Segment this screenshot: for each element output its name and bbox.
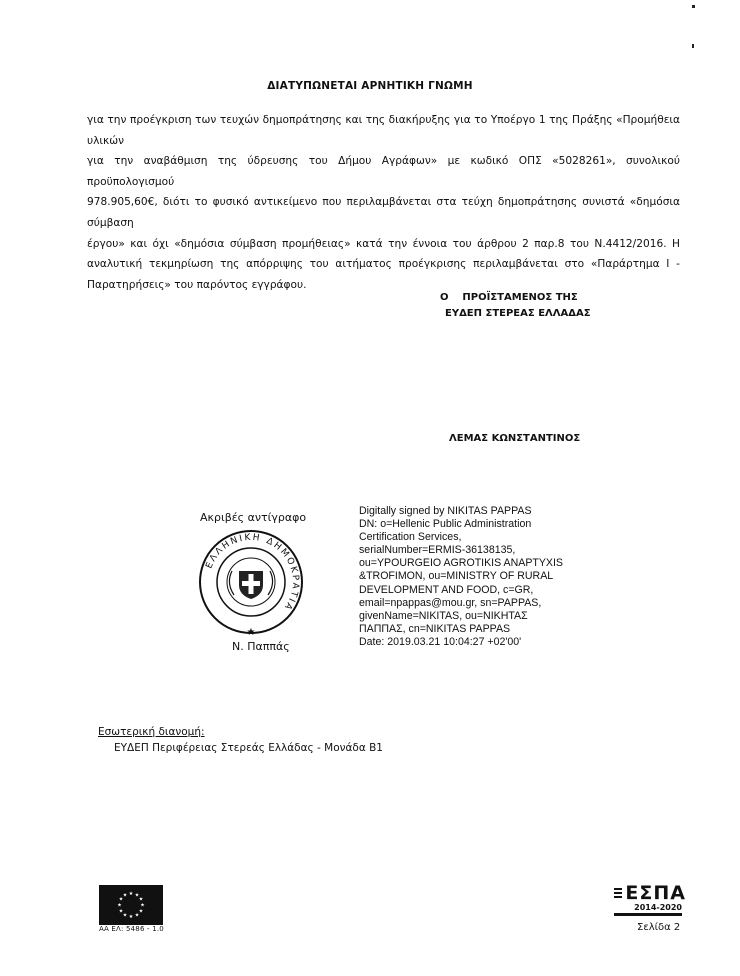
svg-text:★: ★ [138, 908, 144, 915]
signatory-title-line: Ο ΠΡΟΪΣΤΑΜΕΝΟΣ ΤΗΣ [440, 292, 578, 303]
espa-tagline-bar [614, 913, 682, 916]
distribution-label: Εσωτερική διανομή: [98, 726, 205, 738]
stamp-signer-name: Ν. Παππάς [232, 640, 290, 653]
svg-text:★: ★ [140, 902, 145, 909]
svg-text:★: ★ [122, 912, 128, 919]
body-line: 978.905,60€, διότι το φυσικό αντικείμενο που περιλαμβάνεται στα τεύχη δημοπράτησης συνιστά «δημόσια σύμβαση [87, 196, 680, 229]
espa-years: 2014-2020 [634, 903, 682, 912]
espa-logo-text: ΕΣΠΑ [625, 882, 686, 904]
digital-signature-line: Date: 2019.03.21 10:04:27 +02'00' [359, 635, 522, 648]
scan-mark [692, 44, 694, 48]
eu-flag-icon [99, 885, 163, 925]
svg-text:★: ★ [118, 896, 124, 903]
distribution-item: ΕΥΔΕΠ Περιφέρειας Στερεάς Ελλάδας - Μονάδα Β1 [114, 742, 383, 754]
svg-text:★: ★ [134, 892, 140, 899]
digital-signature-line: ou=YPOURGEIO AGROTIKIS ANAPTYXIS [359, 557, 563, 570]
body-line: για την αναβάθμιση της ύδρευσης του Δήμου Αγράφων» με κωδικό ΟΠΣ «5028261», συνολικού προϋπολογισμού [87, 155, 680, 188]
signatory-title-line: ΕΥΔΕΠ ΣΤΕΡΕΑΣ ΕΛΛΑΔΑΣ [445, 308, 591, 319]
svg-text:★: ★ [117, 902, 122, 909]
seal-text: ΕΛΛΗΝΙΚΗ ΔΗΜΟΚΡΑΤΙΑ [204, 532, 301, 613]
digital-signature-line: givenName=NIKITAS, ou=ΝΙΚΗΤΑΣ [359, 609, 528, 622]
stamp-caption: Ακριβές αντίγραφο [200, 511, 307, 524]
page-number: Σελίδα 2 [637, 922, 681, 933]
digital-signature-line: ΠΑΠΠΑΣ, cn=NIKITAS PAPPAS [359, 622, 511, 635]
svg-text:★: ★ [246, 627, 256, 637]
body-line: αναλυτική τεκμηρίωση της απόρριψης του αιτήματος προέγκρισης περιλαμβάνεται στο «Παράρτημα Ι - [87, 258, 680, 271]
digital-signature-line: DN: o=Hellenic Public Administration [359, 518, 532, 531]
scan-mark [692, 5, 695, 8]
document-title: ΔΙΑΤΥΠΩΝΕΤΑΙ ΑΡΝΗΤΙΚΗ ΓΝΩΜΗ [267, 80, 473, 92]
body-line: για την προέγκριση των τευχών δημοπράτησης και της διακήρυξης για το Υποέργο 1 της Πράξης «Προμήθεια υλικών [87, 114, 680, 147]
svg-text:★: ★ [128, 891, 134, 897]
espa-logo-icon [614, 883, 686, 916]
body-line: Παρατηρήσεις» του παρόντος εγγράφου. [87, 278, 307, 291]
official-seal-icon [196, 527, 306, 641]
digital-signature-line: Digitally signed by NIKITAS PAPPAS [359, 505, 532, 517]
svg-text:★: ★ [138, 896, 144, 903]
signatory-title [440, 290, 591, 322]
body-line: έργου» και όχι «δημόσια σύμβαση προμήθειας» κατά την έννοια του άρθρου 2 παρ.8 του Ν.4412/2016. Η [87, 237, 680, 250]
signatory-name: ΛΕΜΑΣ ΚΩΝΣΤΑΝΤΙΝΟΣ [449, 433, 581, 444]
body-paragraph [87, 110, 680, 295]
digital-signature-block [359, 505, 619, 649]
svg-text:★: ★ [128, 914, 134, 920]
svg-text:★: ★ [122, 892, 128, 899]
digital-signature-line: email=npappas@mou.gr, sn=PAPPAS, [359, 596, 542, 609]
svg-text:★: ★ [118, 908, 124, 915]
digital-signature-line: serialNumber=ERMIS-36138135, [359, 544, 516, 557]
svg-text:★: ★ [134, 912, 140, 919]
digital-signature-line: Certification Services, [359, 531, 462, 544]
digital-signature-line: &TROFIMON, ou=MINISTRY OF RURAL [359, 570, 554, 583]
eu-code: ΑΑ ΕΛ: 5486 - 1.0 [99, 925, 164, 933]
digital-signature-line: DEVELOPMENT AND FOOD, c=GR, [359, 583, 534, 596]
